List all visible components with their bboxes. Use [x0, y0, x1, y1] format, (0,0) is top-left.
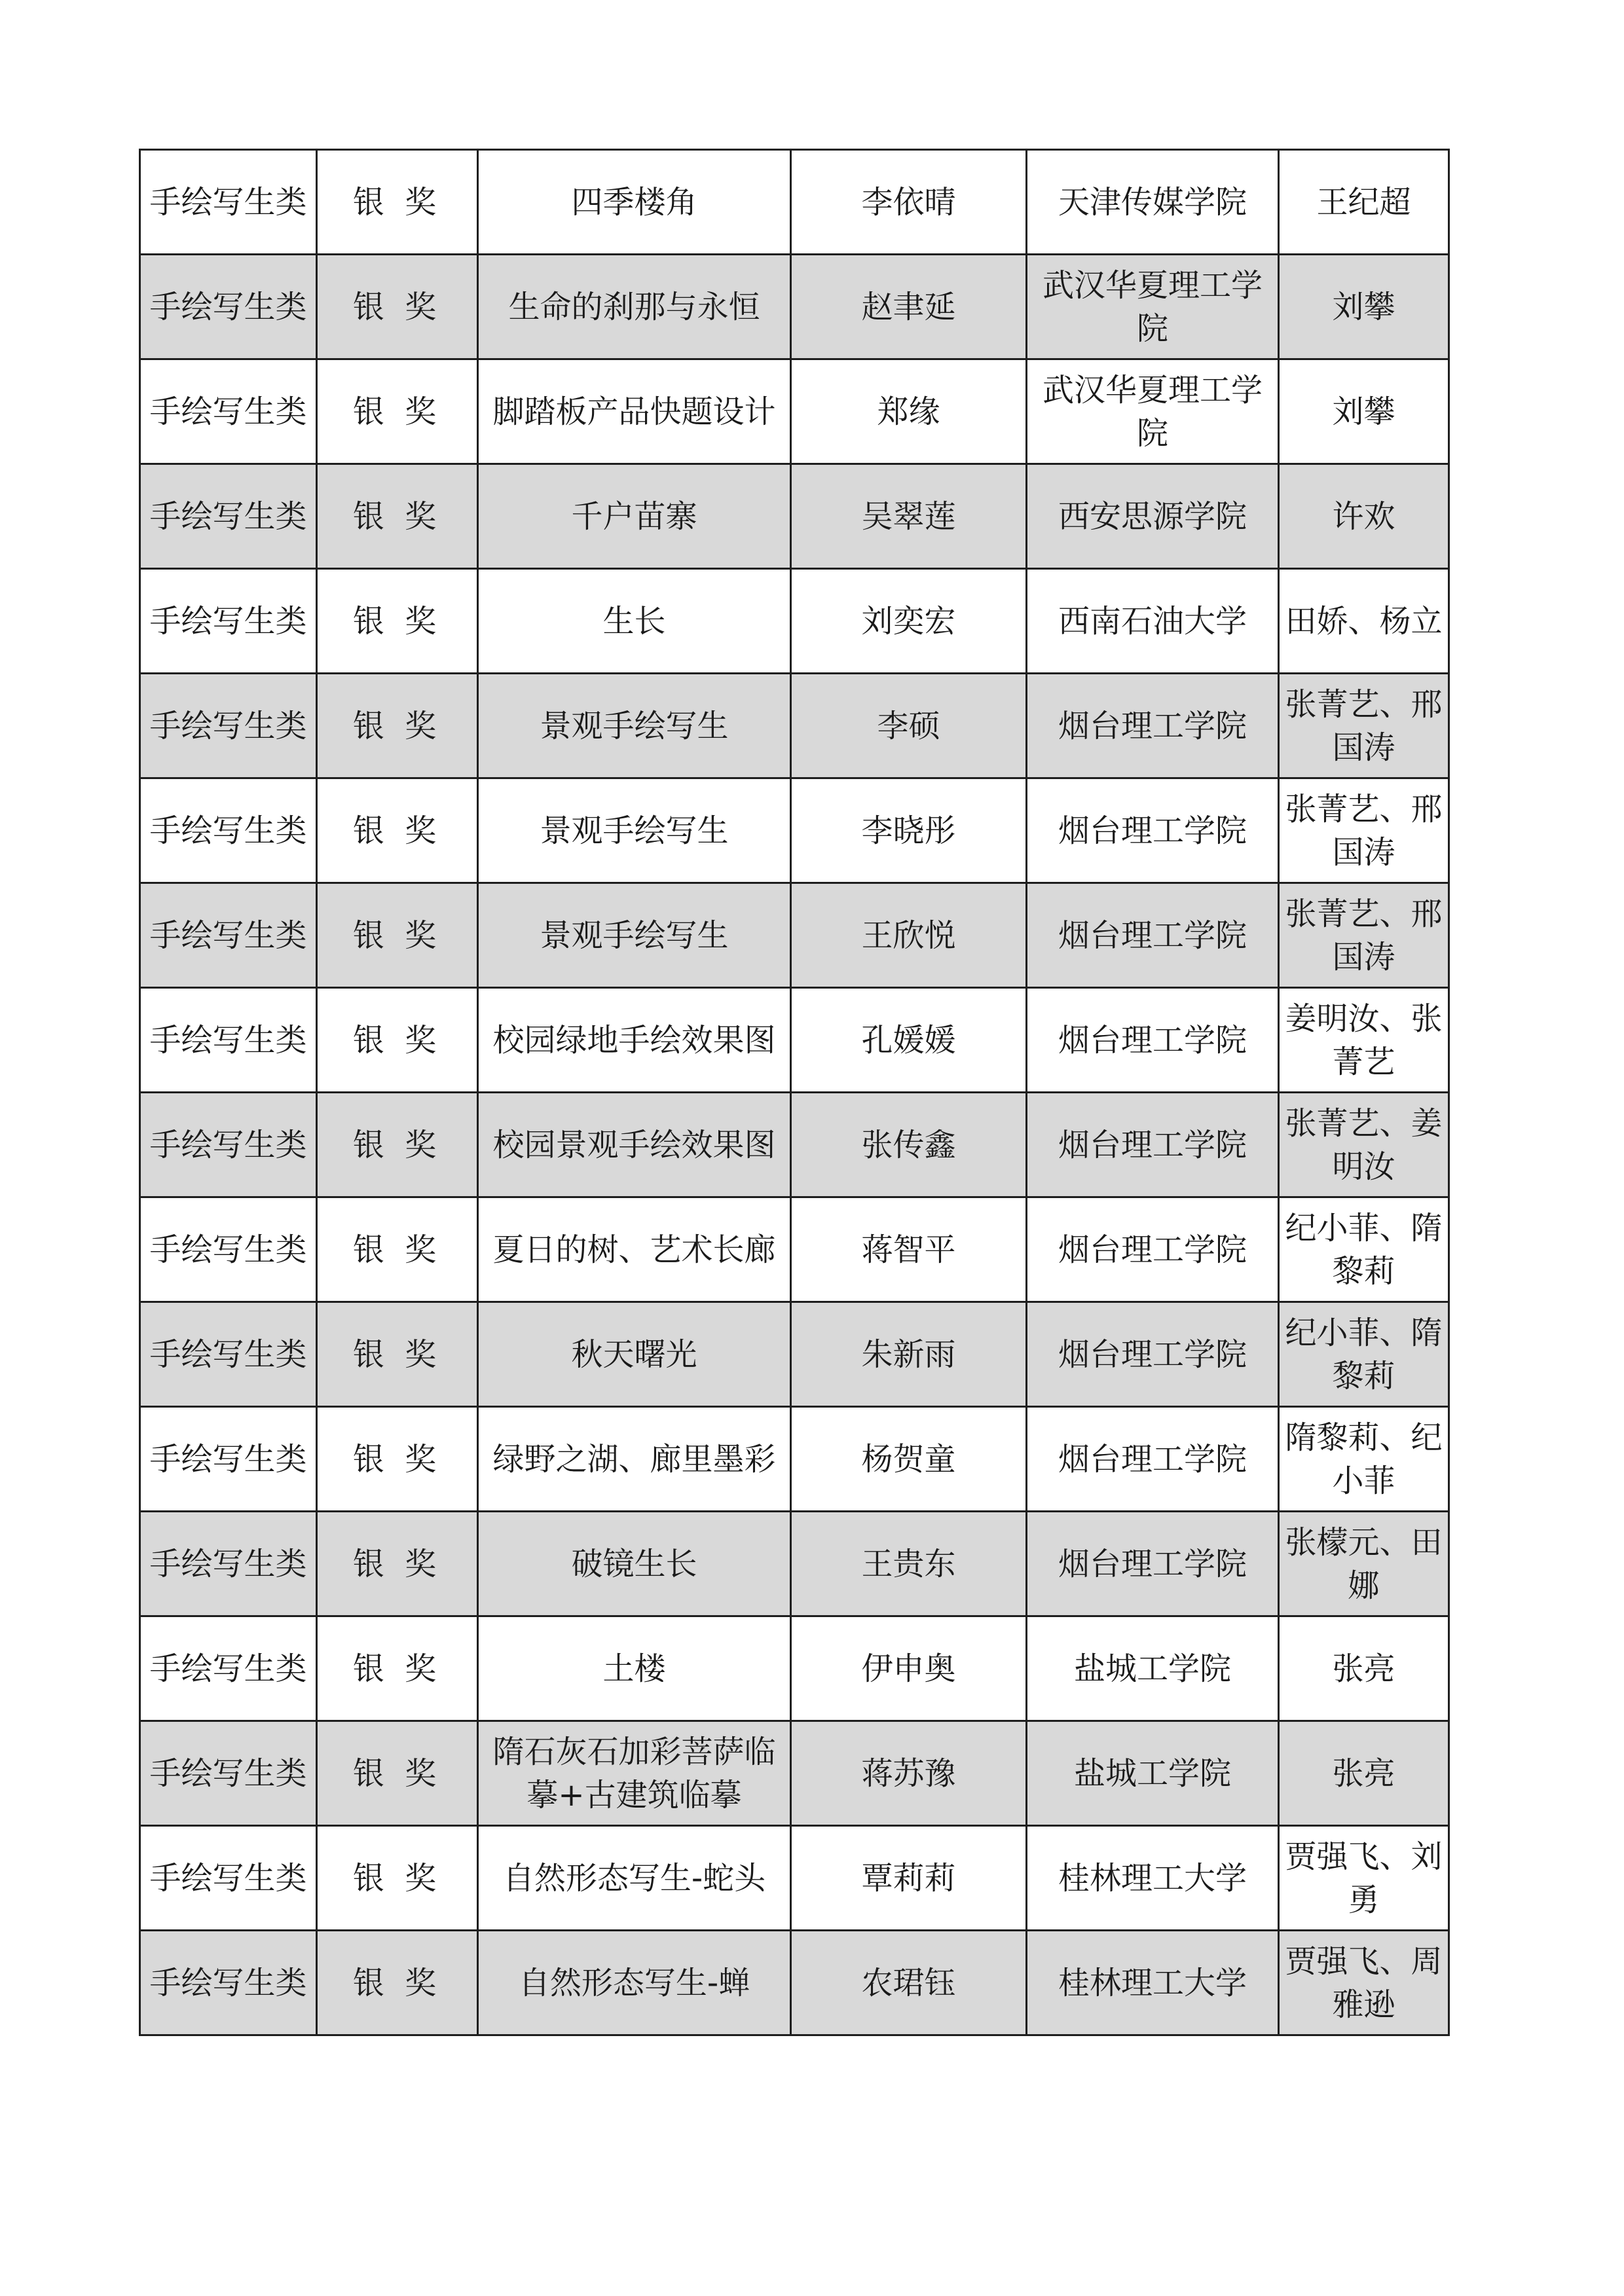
- category-cell: 手绘写生类: [140, 1826, 317, 1931]
- category-cell: 手绘写生类: [140, 1931, 317, 2035]
- work-title-cell: 千户苗寨: [478, 464, 791, 569]
- award-cell: 银 奖: [317, 1197, 478, 1302]
- category-cell: 手绘写生类: [140, 674, 317, 778]
- table-row: [140, 1616, 1449, 1721]
- award-cell: 银 奖: [317, 674, 478, 778]
- work-title-cell: 破镜生长: [478, 1512, 791, 1616]
- advisor-cell: 姜明汝、张菁艺: [1279, 988, 1449, 1093]
- advisor-cell: 刘攀: [1279, 255, 1449, 359]
- work-title-cell: 自然形态写生-蝉: [478, 1931, 791, 2035]
- advisor-cell: 张菁艺、姜明汝: [1279, 1093, 1449, 1197]
- award-cell: 银 奖: [317, 883, 478, 988]
- advisor-cell: 张亮: [1279, 1616, 1449, 1721]
- award-cell: 银 奖: [317, 359, 478, 464]
- award-cell: 银 奖: [317, 150, 478, 255]
- award-cell: 银 奖: [317, 1931, 478, 2035]
- advisor-cell: 张亮: [1279, 1721, 1449, 1826]
- table-row: [140, 1826, 1449, 1931]
- author-cell: 伊申奥: [791, 1616, 1027, 1721]
- table-row: [140, 150, 1449, 255]
- author-cell: 王欣悦: [791, 883, 1027, 988]
- school-cell: 烟台理工学院: [1027, 1512, 1279, 1616]
- school-cell: 烟台理工学院: [1027, 1197, 1279, 1302]
- work-title-cell: 校园绿地手绘效果图: [478, 988, 791, 1093]
- advisor-cell: 张菁艺、邢国涛: [1279, 778, 1449, 883]
- table-row: [140, 255, 1449, 359]
- work-title-cell: 隋石灰石加彩菩萨临摹+古建筑临摹: [478, 1721, 791, 1826]
- school-cell: 桂林理工大学: [1027, 1931, 1279, 2035]
- school-cell: 天津传媒学院: [1027, 150, 1279, 255]
- table-row: [140, 1407, 1449, 1512]
- award-table-body: [140, 150, 1449, 2035]
- work-title-cell: 生命的刹那与永恒: [478, 255, 791, 359]
- advisor-cell: 纪小菲、隋黎莉: [1279, 1302, 1449, 1407]
- table-row: [140, 1093, 1449, 1197]
- advisor-cell: 纪小菲、隋黎莉: [1279, 1197, 1449, 1302]
- category-cell: 手绘写生类: [140, 1302, 317, 1407]
- school-cell: 西安思源学院: [1027, 464, 1279, 569]
- work-title-cell: 绿野之湖、廊里墨彩: [478, 1407, 791, 1512]
- author-cell: 农珺钰: [791, 1931, 1027, 2035]
- author-cell: 李硕: [791, 674, 1027, 778]
- advisor-cell: 许欢: [1279, 464, 1449, 569]
- table-row: [140, 359, 1449, 464]
- table-row: [140, 1721, 1449, 1826]
- work-title-cell: 生长: [478, 569, 791, 674]
- category-cell: 手绘写生类: [140, 778, 317, 883]
- award-cell: 银 奖: [317, 464, 478, 569]
- author-cell: 朱新雨: [791, 1302, 1027, 1407]
- author-cell: 蒋苏豫: [791, 1721, 1027, 1826]
- work-title-cell: 校园景观手绘效果图: [478, 1093, 791, 1197]
- award-cell: 银 奖: [317, 255, 478, 359]
- advisor-cell: 贾强飞、刘 勇: [1279, 1826, 1449, 1931]
- author-cell: 蒋智平: [791, 1197, 1027, 1302]
- category-cell: 手绘写生类: [140, 988, 317, 1093]
- table-row: [140, 569, 1449, 674]
- school-cell: 西南石油大学: [1027, 569, 1279, 674]
- table-row: [140, 1931, 1449, 2035]
- work-title-cell: 土楼: [478, 1616, 791, 1721]
- advisor-cell: 贾强飞、周雅逊: [1279, 1931, 1449, 2035]
- table-row: [140, 988, 1449, 1093]
- school-cell: 烟台理工学院: [1027, 988, 1279, 1093]
- advisor-cell: 隋黎莉、纪小菲: [1279, 1407, 1449, 1512]
- category-cell: 手绘写生类: [140, 1197, 317, 1302]
- advisor-cell: 田娇、杨立: [1279, 569, 1449, 674]
- award-cell: 银 奖: [317, 778, 478, 883]
- table-row: [140, 1302, 1449, 1407]
- award-cell: 银 奖: [317, 1302, 478, 1407]
- school-cell: 盐城工学院: [1027, 1721, 1279, 1826]
- author-cell: 吴翠莲: [791, 464, 1027, 569]
- category-cell: 手绘写生类: [140, 255, 317, 359]
- school-cell: 桂林理工大学: [1027, 1826, 1279, 1931]
- work-title-cell: 脚踏板产品快题设计: [478, 359, 791, 464]
- award-cell: 银 奖: [317, 1826, 478, 1931]
- school-cell: 武汉华夏理工学院: [1027, 255, 1279, 359]
- category-cell: 手绘写生类: [140, 1407, 317, 1512]
- category-cell: 手绘写生类: [140, 150, 317, 255]
- advisor-cell: 王纪超: [1279, 150, 1449, 255]
- award-cell: 银 奖: [317, 1616, 478, 1721]
- author-cell: 赵聿延: [791, 255, 1027, 359]
- work-title-cell: 景观手绘写生: [478, 674, 791, 778]
- work-title-cell: 景观手绘写生: [478, 883, 791, 988]
- award-cell: 银 奖: [317, 1721, 478, 1826]
- school-cell: 烟台理工学院: [1027, 1302, 1279, 1407]
- school-cell: 烟台理工学院: [1027, 778, 1279, 883]
- work-title-cell: 秋天曙光: [478, 1302, 791, 1407]
- award-cell: 银 奖: [317, 988, 478, 1093]
- school-cell: 武汉华夏理工学院: [1027, 359, 1279, 464]
- category-cell: 手绘写生类: [140, 569, 317, 674]
- table-row: [140, 778, 1449, 883]
- category-cell: 手绘写生类: [140, 1616, 317, 1721]
- table-row: [140, 1197, 1449, 1302]
- table-row: [140, 674, 1449, 778]
- category-cell: 手绘写生类: [140, 1093, 317, 1197]
- advisor-cell: 张菁艺、邢国涛: [1279, 883, 1449, 988]
- work-title-cell: 夏日的树、艺术长廊: [478, 1197, 791, 1302]
- advisor-cell: 刘攀: [1279, 359, 1449, 464]
- author-cell: 刘奕宏: [791, 569, 1027, 674]
- award-table: [139, 149, 1450, 2036]
- table-row: [140, 883, 1449, 988]
- school-cell: 盐城工学院: [1027, 1616, 1279, 1721]
- work-title-cell: 自然形态写生-蛇头: [478, 1826, 791, 1931]
- advisor-cell: 张檬元、田娜: [1279, 1512, 1449, 1616]
- award-cell: 银 奖: [317, 569, 478, 674]
- advisor-cell: 张菁艺、邢国涛: [1279, 674, 1449, 778]
- category-cell: 手绘写生类: [140, 359, 317, 464]
- table-row: [140, 464, 1449, 569]
- author-cell: 王贵东: [791, 1512, 1027, 1616]
- award-cell: 银 奖: [317, 1407, 478, 1512]
- school-cell: 烟台理工学院: [1027, 1407, 1279, 1512]
- author-cell: 孔媛媛: [791, 988, 1027, 1093]
- work-title-cell: 景观手绘写生: [478, 778, 791, 883]
- work-title-cell: 四季楼角: [478, 150, 791, 255]
- author-cell: 杨贺童: [791, 1407, 1027, 1512]
- author-cell: 郑缘: [791, 359, 1027, 464]
- author-cell: 李晓彤: [791, 778, 1027, 883]
- school-cell: 烟台理工学院: [1027, 674, 1279, 778]
- category-cell: 手绘写生类: [140, 883, 317, 988]
- author-cell: 李依晴: [791, 150, 1027, 255]
- author-cell: 张传鑫: [791, 1093, 1027, 1197]
- category-cell: 手绘写生类: [140, 1512, 317, 1616]
- award-cell: 银 奖: [317, 1093, 478, 1197]
- table-row: [140, 1512, 1449, 1616]
- category-cell: 手绘写生类: [140, 464, 317, 569]
- school-cell: 烟台理工学院: [1027, 1093, 1279, 1197]
- category-cell: 手绘写生类: [140, 1721, 317, 1826]
- school-cell: 烟台理工学院: [1027, 883, 1279, 988]
- author-cell: 覃莉莉: [791, 1826, 1027, 1931]
- award-cell: 银 奖: [317, 1512, 478, 1616]
